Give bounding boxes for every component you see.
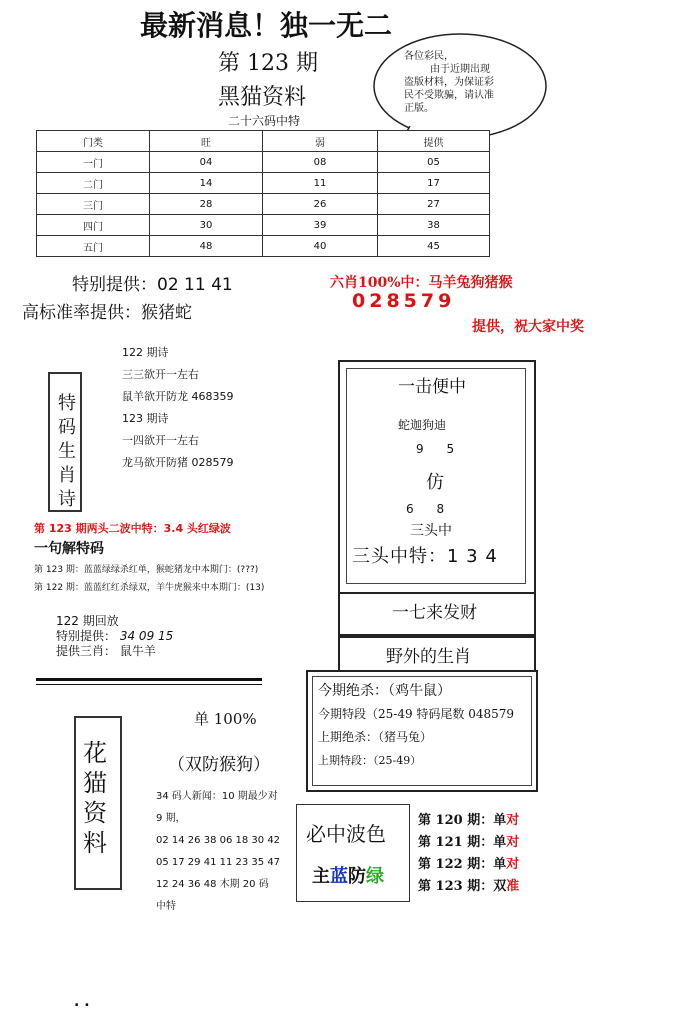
table-cell: 三门 (37, 194, 150, 215)
three-head-special: 三头中特：1 3 4 (352, 546, 498, 567)
table-cell: 一门 (37, 152, 150, 173)
kill-line: 今期绝杀：（鸡牛鼠） (318, 683, 451, 699)
hit-box-title: 一击便中 (398, 377, 466, 397)
wave-history-row: 第 122 期：单对 (418, 857, 520, 872)
table-cell: 39 (263, 215, 378, 236)
footer-dots: . . (74, 994, 90, 1010)
hit-box-row: 9 5 (416, 442, 455, 456)
poem-line: 一四欲开一左右 (122, 434, 199, 447)
table-cell: 27 (378, 194, 490, 215)
table-header: 旺 (150, 131, 263, 152)
bar-box (338, 592, 536, 636)
table-row (37, 173, 490, 194)
flower-line: 12 24 36 48 木期 20 码 (156, 879, 269, 890)
high-standard-provide: 高标准率提供：猴猪蛇 (22, 303, 192, 323)
hit-box-sub: 蛇迦狗迪 (398, 418, 447, 432)
review-label: 提供三肖： (56, 644, 117, 658)
guard-text: （双防猴狗） (168, 755, 270, 775)
hit-box-row: 6 8 (406, 502, 445, 516)
two-wave-line: 第 123 期两头二波中特：3.4 头红绿波 (34, 522, 231, 535)
wave-color-title: 必中波色 (306, 822, 386, 846)
bubble-text: 各位彩民， 由于近期出现 盗版材料，为保证彩 民不受欺骗，请认准 正版。 (404, 51, 494, 114)
one-sentence-heading: 一句解特码 (34, 541, 104, 557)
table-cell: 30 (150, 215, 263, 236)
divider (36, 678, 262, 681)
table-cell: 二门 (37, 173, 150, 194)
flower-line: 02 14 26 38 06 18 30 42 (156, 835, 281, 846)
table-cell: 14 (150, 173, 263, 194)
wave-line: 第 122 期：蓝蓝红红杀绿双，羊牛虎猴来中本期门：(13) (34, 583, 265, 593)
table-row (37, 215, 490, 236)
table-cell: 五门 (37, 236, 150, 257)
hit-box-mid2: 三头中 (410, 523, 452, 539)
wish-text: 提供，祝大家中奖 (472, 319, 584, 335)
table-cell: 17 (378, 173, 490, 194)
poem-line: 123 期诗 (122, 412, 169, 425)
wave-color-main: 主蓝防绿 (312, 866, 384, 887)
issue-number: 第 123 期 (218, 51, 318, 76)
door-table (36, 130, 490, 257)
review-value: 鼠牛羊 (119, 644, 156, 658)
review-line: 122 期回放 (56, 614, 119, 628)
kill-line: 今期特段（25-49 特码尾数 048579 (318, 707, 515, 721)
flower-numbers (156, 786, 296, 918)
special-provide: 特别提供：02 11 41 (72, 275, 233, 295)
poem-line: 122 期诗 (122, 346, 169, 359)
kill-line: 上期绝杀：（猪马兔） (318, 730, 433, 744)
poem-line: 鼠羊欲开防龙 468359 (122, 390, 234, 403)
table-cell: 48 (150, 236, 263, 257)
six-zodiac: 六肖100%中：马羊兔狗猪猴 (330, 275, 513, 291)
hit-box-mid: 仿 (426, 472, 444, 493)
table-cell: 05 (378, 152, 490, 173)
flower-line: 05 17 29 41 11 23 35 47 (156, 857, 281, 868)
brand-name: 黑猫资料 (218, 85, 307, 110)
sub-title: 二十六码中特 (228, 114, 301, 128)
table-cell: 26 (263, 194, 378, 215)
table-header: 弱 (263, 131, 378, 152)
wave-history-row: 第 123 期：双准 (418, 879, 520, 894)
table-header: 提供 (378, 131, 490, 152)
table-header: 门类 (37, 131, 150, 152)
table-cell: 28 (150, 194, 263, 215)
poem-lines (122, 342, 234, 474)
flower-vertical-title: 花猫资料 (83, 739, 107, 857)
table-cell: 38 (378, 215, 490, 236)
review-value: 34 09 15 (119, 629, 174, 643)
table-cell: 45 (378, 236, 490, 257)
wave-history-row: 第 121 期：单对 (418, 835, 520, 850)
table-cell: 04 (150, 152, 263, 173)
wave-history (418, 810, 519, 898)
bar-text: 一七来发财 (392, 603, 477, 623)
poem-line: 三三欲开一左右 (122, 368, 199, 381)
six-zodiac-code: 028579 (352, 290, 456, 312)
review-block (56, 614, 173, 659)
wave-history-row: 第 120 期：单对 (418, 813, 520, 828)
table-cell: 11 (263, 173, 378, 194)
review-label: 特别提供： (56, 629, 117, 643)
poem-vertical-title: 特码生肖诗 (58, 393, 76, 510)
single-hundred: 单 100% (194, 710, 257, 728)
table-row (37, 236, 490, 257)
flower-line: 中特 (156, 901, 176, 912)
divider (36, 684, 262, 685)
table-header-row (37, 131, 490, 152)
flower-line: 34 码人新闻：10 期最少对 (156, 791, 278, 802)
page-title: 最新消息！独一无二 (140, 9, 393, 42)
table-row (37, 152, 490, 173)
bar-box (338, 636, 536, 672)
table-cell: 40 (263, 236, 378, 257)
flower-line: 9 期， (156, 813, 186, 824)
kill-line: 上期特段：（25-49） (318, 754, 422, 767)
wave-line: 第 123 期：蓝蓝绿绿杀红单，猴蛇猪龙中本期门：(???) (34, 565, 259, 575)
table-row (37, 194, 490, 215)
table-cell: 08 (263, 152, 378, 173)
table-cell: 四门 (37, 215, 150, 236)
bar-text: 野外的生肖 (386, 647, 471, 667)
kill-lines (318, 680, 514, 772)
poem-line: 龙马欲开防猪 028579 (122, 456, 234, 469)
